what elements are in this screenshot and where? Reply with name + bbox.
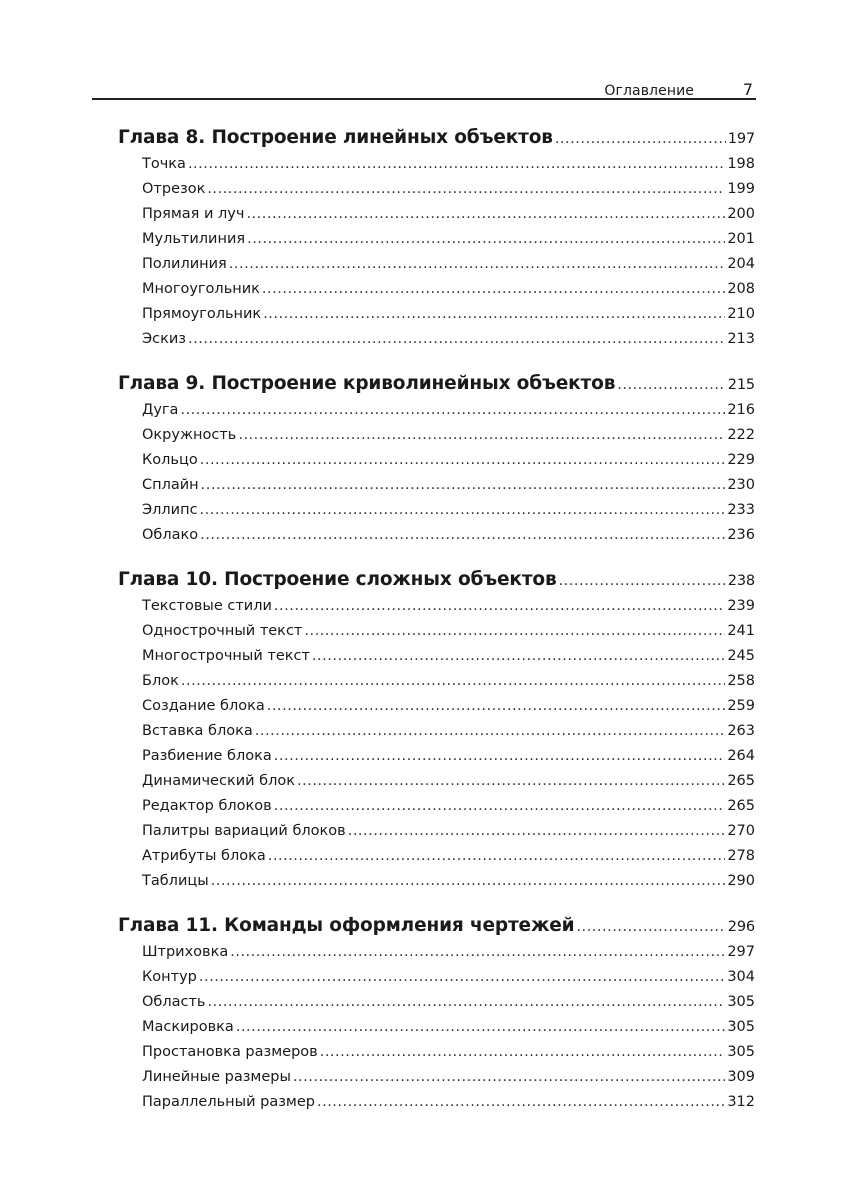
entry-page-number: 204 [727,256,755,272]
entry-page-number: 304 [727,969,755,985]
toc-entry[interactable] [118,644,755,669]
toc-entry[interactable] [118,202,755,227]
entry-title: Эллипс [142,502,198,518]
entry-title: Прямоугольник [142,306,262,322]
dot-leader [297,769,725,794]
toc-chapter [118,911,755,1115]
dot-leader [293,1065,725,1090]
dot-leader [267,694,726,719]
toc-entry[interactable] [118,448,755,473]
toc-entry[interactable] [118,177,755,202]
dot-leader [200,498,726,523]
entry-page-number: 278 [727,848,755,864]
entry-page-number: 198 [727,156,755,172]
dot-leader [274,594,725,619]
entry-title: Сплайн [142,477,199,493]
dot-leader [188,327,725,352]
dot-leader [230,940,725,965]
toc-entry[interactable] [118,819,755,844]
toc-entry[interactable] [118,769,755,794]
dot-leader [200,523,725,548]
chapter-heading[interactable] [118,123,755,152]
entry-page-number: 241 [727,623,755,639]
entry-title: Линейные размеры [142,1069,291,1085]
dot-leader [348,819,726,844]
dot-leader [555,125,726,154]
dot-leader [201,473,726,498]
chapter-heading[interactable] [118,565,755,594]
chapter-page-number: 296 [727,919,755,935]
toc-entry[interactable] [118,398,755,423]
entry-page-number: 305 [727,1019,755,1035]
toc-entry[interactable] [118,327,755,352]
toc-entry[interactable] [118,794,755,819]
toc-entry[interactable] [118,990,755,1015]
toc-entry[interactable] [118,694,755,719]
dot-leader [274,744,726,769]
chapter-page-number: 238 [727,573,755,589]
entry-title: Вставка блока [142,723,253,739]
toc-entry[interactable] [118,844,755,869]
entry-page-number: 208 [727,281,755,297]
entry-title: Редактор блоков [142,798,272,814]
entry-title: Эскиз [142,331,186,347]
entry-page-number: 265 [727,773,755,789]
table-of-contents [118,123,755,1132]
toc-entry[interactable] [118,940,755,965]
entry-title: Контур [142,969,197,985]
entry-title: Палитры вариаций блоков [142,823,346,839]
toc-entry[interactable] [118,523,755,548]
entry-title: Многострочный текст [142,648,310,664]
toc-entry[interactable] [118,1015,755,1040]
toc-entry[interactable] [118,473,755,498]
entry-page-number: 199 [727,181,755,197]
entry-title: Простановка размеров [142,1044,318,1060]
header-title: Оглавление [604,83,694,99]
entry-title: Маскировка [142,1019,234,1035]
toc-entry[interactable] [118,619,755,644]
entry-page-number: 305 [727,1044,755,1060]
entry-page-number: 229 [727,452,755,468]
dot-leader [274,794,726,819]
dot-leader [263,302,725,327]
dot-leader [312,644,725,669]
toc-entry[interactable] [118,965,755,990]
toc-entry[interactable] [118,719,755,744]
toc-entry[interactable] [118,669,755,694]
dot-leader [304,619,725,644]
entry-page-number: 265 [727,798,755,814]
toc-entry[interactable] [118,227,755,252]
dot-leader [200,448,726,473]
toc-chapter [118,369,755,548]
dot-leader [317,1090,725,1115]
chapter-heading[interactable] [118,911,755,940]
dot-leader [207,990,725,1015]
entry-page-number: 305 [727,994,755,1010]
dot-leader [576,913,725,942]
entry-title: Область [142,994,206,1010]
toc-entry[interactable] [118,869,755,894]
toc-entry[interactable] [118,1065,755,1090]
toc-entry[interactable] [118,1090,755,1115]
header-rule [92,98,756,100]
dot-leader [181,669,725,694]
dot-leader [262,277,725,302]
entry-title: Облако [142,527,199,543]
chapter-page-number: 197 [727,131,755,147]
chapter-heading[interactable] [118,369,755,398]
entry-title: Дуга [142,402,179,418]
entry-title: Прямая и луч [142,206,245,222]
header-page-number: 7 [742,80,753,99]
entry-page-number: 264 [727,748,755,764]
entry-page-number: 230 [727,477,755,493]
chapter-title: Глава 10. Построение сложных объектов [118,569,557,590]
toc-chapter [118,123,755,352]
chapter-title: Глава 9. Построение криволинейных объектов [118,373,616,394]
toc-entry[interactable] [118,277,755,302]
entry-page-number: 233 [727,502,755,518]
entry-page-number: 200 [727,206,755,222]
chapter-title: Глава 11. Команды оформления чертежей [118,915,575,936]
entry-page-number: 222 [727,427,755,443]
entry-title: Текстовые стили [142,598,272,614]
dot-leader [199,965,725,990]
dot-leader [236,1015,725,1040]
entry-title: Штриховка [142,944,229,960]
toc-entry[interactable] [118,152,755,177]
dot-leader [180,398,725,423]
toc-chapter [118,565,755,894]
entry-page-number: 236 [727,527,755,543]
entry-page-number: 290 [727,873,755,889]
toc-entry[interactable] [118,252,755,277]
dot-leader [211,869,726,894]
entry-title: Таблицы [142,873,209,889]
dot-leader [617,371,726,400]
entry-page-number: 259 [727,698,755,714]
entry-title: Разбиение блока [142,748,272,764]
entry-page-number: 239 [727,598,755,614]
entry-page-number: 270 [727,823,755,839]
entry-title: Окружность [142,427,237,443]
chapter-title: Глава 8. Построение линейных объектов [118,127,553,148]
dot-leader [188,152,725,177]
toc-entry[interactable] [118,594,755,619]
entry-title: Параллельный размер [142,1094,315,1110]
dot-leader [255,719,726,744]
entry-title: Кольцо [142,452,198,468]
entry-page-number: 312 [727,1094,755,1110]
dot-leader [246,202,725,227]
dot-leader [320,1040,726,1065]
entry-page-number: 201 [727,231,755,247]
entry-title: Блок [142,673,179,689]
entry-page-number: 309 [727,1069,755,1085]
toc-entry[interactable] [118,423,755,448]
toc-entry[interactable] [118,302,755,327]
entry-page-number: 213 [727,331,755,347]
entry-title: Создание блока [142,698,265,714]
entry-page-number: 245 [727,648,755,664]
entry-page-number: 263 [727,723,755,739]
entry-title: Точка [142,156,186,172]
dot-leader [247,227,725,252]
entry-title: Атрибуты блока [142,848,266,864]
dot-leader [229,252,726,277]
entry-page-number: 210 [727,306,755,322]
toc-entry[interactable] [118,1040,755,1065]
entry-page-number: 216 [727,402,755,418]
chapter-page-number: 215 [727,377,755,393]
entry-title: Отрезок [142,181,206,197]
entry-title: Многоугольник [142,281,260,297]
entry-title: Мультилиния [142,231,246,247]
entry-page-number: 297 [727,944,755,960]
dot-leader [559,567,726,596]
entry-title: Однострочный текст [142,623,303,639]
dot-leader [268,844,726,869]
entry-page-number: 258 [727,673,755,689]
entry-title: Динамический блок [142,773,295,789]
dot-leader [238,423,725,448]
toc-entry[interactable] [118,744,755,769]
running-header [92,78,756,100]
toc-entry[interactable] [118,498,755,523]
entry-title: Полилиния [142,256,227,272]
dot-leader [207,177,725,202]
